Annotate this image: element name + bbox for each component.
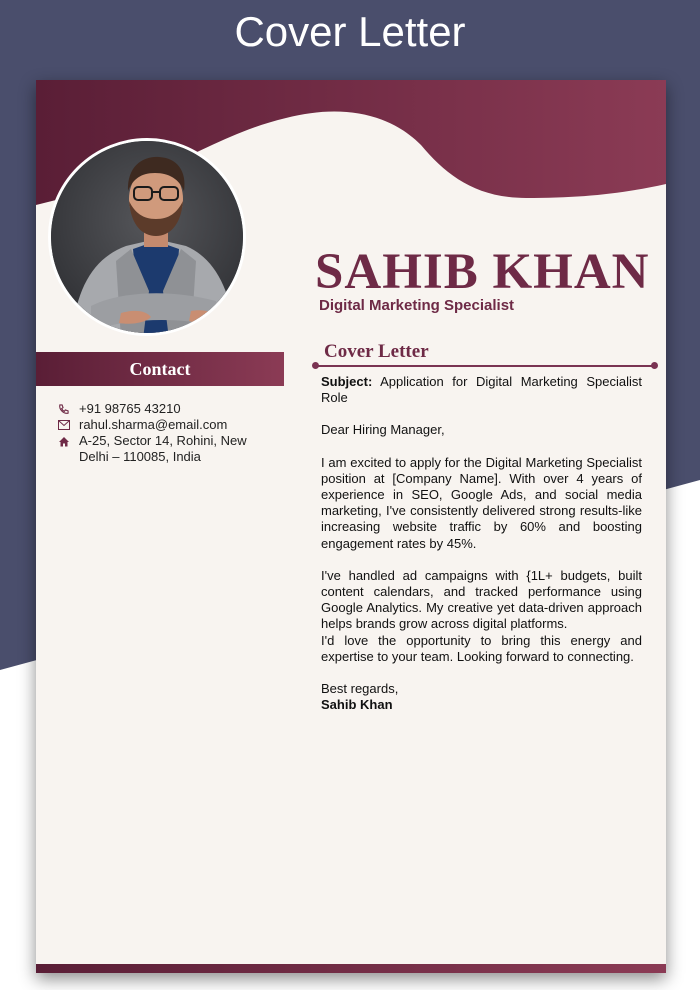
contact-address — [58, 433, 258, 465]
signature — [321, 697, 642, 713]
home-icon — [58, 433, 79, 449]
paragraph-3: I'd love the opportunity to bring this energy and expertise to your team. Looking forward to connecting. — [321, 632, 642, 664]
cover-letter-sheet — [36, 80, 666, 973]
contact-heading-label: Contact — [129, 358, 191, 379]
contact-heading — [36, 352, 284, 386]
applicant-role: Digital Marketing Specialist — [319, 297, 515, 314]
divider-dot-left — [312, 362, 319, 369]
subject-text: Application for Digital Marketing Specialist Role — [321, 374, 642, 406]
signature-name: Sahib Khan — [321, 697, 393, 713]
heading-divider — [314, 365, 654, 367]
subject-line — [321, 374, 642, 406]
mail-icon — [58, 417, 79, 433]
closing: Best regards, — [321, 681, 399, 697]
contact-list — [58, 401, 258, 465]
bottom-strip — [36, 964, 666, 973]
contact-phone-text: +91 98765 43210 — [79, 401, 181, 416]
paragraph-1: I am excited to apply for the Digital Marketing Specialist position at [Company Name]. With over 4 years of experience in SEO, Google Ads, and social media marketing, I've consistently delivered strong results-like increasing website traffic by 60% and boosting engagement rates by 45%. — [321, 454, 642, 551]
contact-email-text: rahul.sharma@email.com — [79, 417, 228, 432]
applicant-name: SAHIB KHAN — [315, 244, 650, 300]
letter-body — [321, 374, 642, 713]
profile-photo — [48, 138, 246, 336]
salutation: Dear Hiring Manager, — [321, 422, 445, 438]
contact-phone — [58, 401, 258, 417]
paragraph-2: I've handled ad campaigns with {1L+ budgets, built content calendars, and tracked performance using Google Analytics. My creative yet data-driven approach helps brands grow across digital platforms. — [321, 567, 642, 632]
letter-heading: Cover Letter — [324, 341, 429, 362]
contact-address-text: A-25, Sector 14, Rohini, New Delhi – 110085, India — [79, 433, 247, 464]
page-heading: Cover Letter — [234, 8, 466, 55]
phone-icon — [58, 401, 79, 417]
divider-dot-right — [651, 362, 658, 369]
contact-email — [58, 417, 258, 433]
subject-label: Subject: — [321, 374, 373, 389]
avatar-illustration — [51, 141, 246, 336]
